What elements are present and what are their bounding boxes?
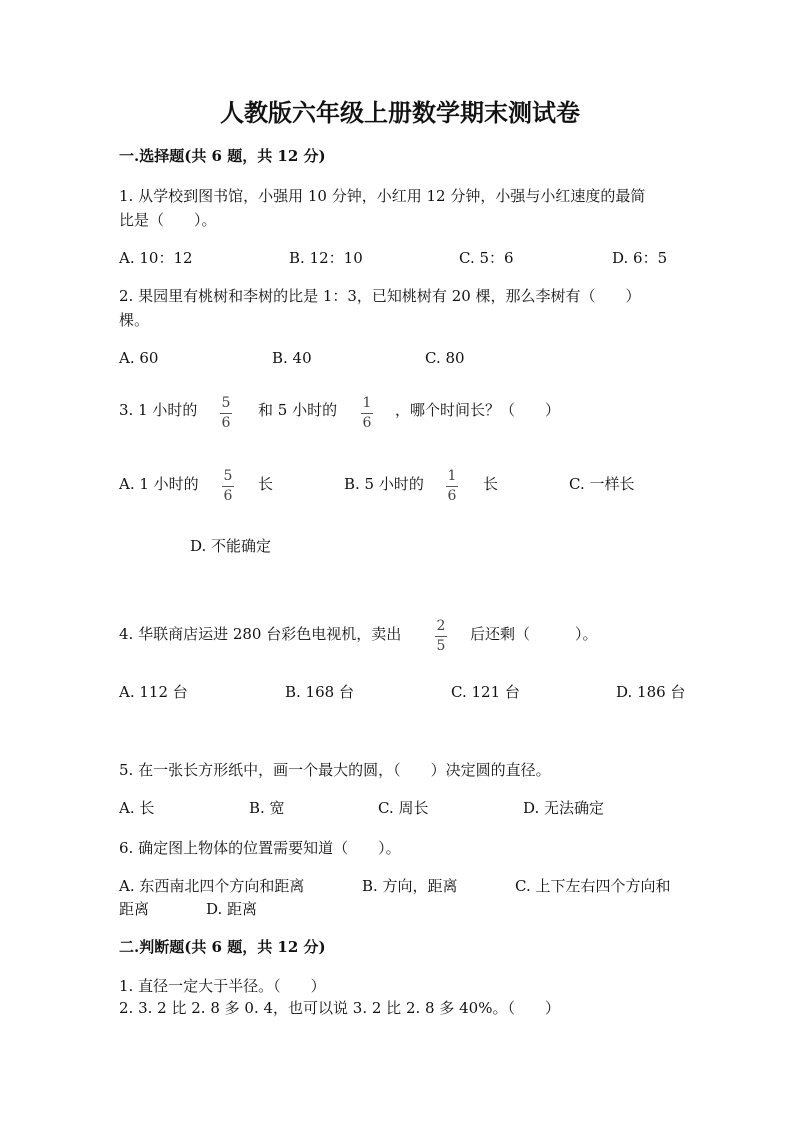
q3-option-a-post: 长 (258, 475, 274, 493)
q3-option-b-post: 长 (483, 475, 499, 493)
q4-option-d: D. 186 台 (616, 683, 686, 701)
fraction-denominator: 5 (436, 637, 446, 654)
fraction-bar (222, 486, 234, 487)
q3-fraction-2 (361, 396, 373, 430)
q6-option-c-line1: C. 上下左右四个方向和 (515, 877, 671, 895)
q5-option-b: B. 宽 (249, 799, 285, 817)
q6-option-d: D. 距离 (206, 900, 258, 918)
q6-option-a: A. 东西南北四个方向和距离 (119, 877, 305, 895)
fraction-bar (435, 636, 447, 637)
fraction-numerator: 5 (221, 395, 231, 411)
q1-option-c: C. 5：6 (459, 249, 514, 267)
q2-text-line1: 2. 果园里有桃树和李树的比是 1：3，已知桃树有 20 棵，那么李树有（ ） (119, 287, 641, 305)
q5-option-c: C. 周长 (378, 799, 429, 817)
q2-option-a: A. 60 (119, 349, 159, 367)
q4-text-part2: 后还剩（ ）。 (470, 625, 598, 643)
fraction-bar (446, 486, 458, 487)
judgment-q2: 2. 3. 2 比 2. 8 多 0. 4，也可以说 3. 2 比 2. 8 多 40%。（ ） (119, 999, 560, 1017)
fraction-numerator: 5 (223, 468, 233, 484)
fraction-denominator: 6 (362, 414, 372, 431)
fraction-bar (361, 413, 373, 414)
fraction-denominator: 6 (221, 414, 231, 431)
fraction-denominator: 6 (223, 487, 233, 504)
q3-option-d: D. 不能确定 (190, 537, 272, 555)
q4-text-part1: 4. 华联商店运进 280 台彩色电视机，卖出 (119, 625, 402, 643)
section-heading-choice: 一.选择题(共 6 题，共 12 分) (119, 147, 326, 165)
q3-text-part1: 3. 1 小时的 (119, 401, 198, 419)
section-heading-judgment: 二.判断题(共 6 题，共 12 分) (119, 938, 326, 956)
fraction-numerator: 2 (436, 618, 446, 634)
q3-option-b-pre: B. 5 小时的 (344, 475, 424, 493)
q1-option-d: D. 6：5 (612, 249, 668, 267)
q3-option-a-pre: A. 1 小时的 (119, 475, 199, 493)
fraction-numerator: 1 (362, 395, 372, 411)
q2-option-b: B. 40 (272, 349, 312, 367)
q6-text: 6. 确定图上物体的位置需要知道（ ）。 (119, 839, 401, 857)
fraction-denominator: 6 (447, 487, 457, 504)
q3-option-c: C. 一样长 (569, 475, 635, 493)
page-title: 人教版六年级上册数学期末测试卷 (220, 98, 580, 127)
q1-option-a: A. 10：12 (119, 249, 193, 267)
q4-option-c: C. 121 台 (451, 683, 520, 701)
q2-option-c: C. 80 (425, 349, 465, 367)
q4-option-b: B. 168 台 (285, 683, 354, 701)
q2-text-line2: 棵。 (119, 311, 150, 329)
q3-option-b-fraction (446, 469, 458, 503)
q1-option-b: B. 12：10 (289, 249, 363, 267)
q6-option-b: B. 方向，距离 (362, 877, 458, 895)
fraction-bar (220, 413, 232, 414)
q3-text-part2: 和 5 小时的 (258, 401, 338, 419)
q6-option-c-line2: 距离 (119, 900, 150, 918)
q1-text-line2: 比是（ ）。 (119, 211, 217, 229)
q4-option-a: A. 112 台 (119, 683, 188, 701)
q5-option-d: D. 无法确定 (523, 799, 605, 817)
q4-fraction (435, 619, 447, 653)
q3-option-a-fraction (222, 469, 234, 503)
q3-fraction-1 (220, 396, 232, 430)
q5-text: 5. 在一张长方形纸中，画一个最大的圆，（ ）决定圆的直径。 (119, 761, 551, 779)
q1-text-line1: 1. 从学校到图书馆，小强用 10 分钟，小红用 12 分钟，小强与小红速度的最简 (119, 187, 646, 205)
judgment-q1: 1. 直径一定大于半径。（ ） (119, 977, 326, 995)
q3-text-part3: ，哪个时间长？（ ） (395, 401, 561, 419)
q5-option-a: A. 长 (119, 799, 155, 817)
fraction-numerator: 1 (447, 468, 457, 484)
